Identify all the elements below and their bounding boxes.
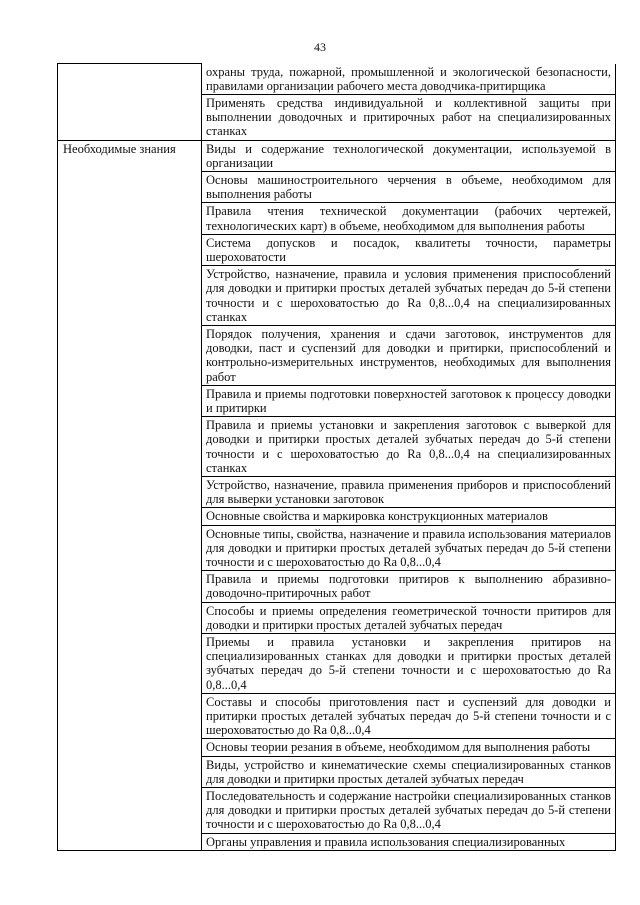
list-item: Система допусков и посадок, квалитеты точности, параметры шероховатости [202, 234, 616, 265]
list-item: Устройство, назначение, правила и условия применения приспособлений для доводки и притирки простых деталей зубчатых передач до 5-й степени точности и с шероховатостью до Ra 0,8...0,4 на специализированных станках [202, 266, 616, 326]
list-item: Применять средства индивидуальной и коллективной защиты при выполнении доводочных и притирочных работ на специализированных станках [202, 94, 616, 140]
list-item: Основы теории резания в объеме, необходимом для выполнения работы [202, 739, 616, 756]
list-item: Приемы и правила установки и закрепления притиров на специализированных станках для доводки и притирки простых деталей зубчатых передач до 5-й степени точности и с шероховатостью до Ra 0,8...0,4 [202, 634, 616, 694]
list-item: охраны труда, пожарной, промышленной и экологической безопасности, правилами организации рабочего места доводчика-притирщика [202, 64, 616, 95]
list-item: Порядок получения, хранения и сдачи заготовок, инструментов для доводки, паст и суспензий для доводки и притирки, приспособлений и контрольно-измерительных инструментов, необходимых для выполнения работ [202, 325, 616, 385]
list-item: Правила и приемы подготовки притиров к выполнению абразивно-доводочно-притирочных работ [202, 571, 616, 602]
list-item: Способы и приемы определения геометрической точности притиров для доводки и притирки простых деталей зубчатых передач [202, 602, 616, 633]
table-row [58, 64, 616, 95]
list-item: Последовательность и содержание настройки специализированных станков для доводки и притирки простых деталей зубчатых передач до 5-й степени точности и с шероховатостью до Ra 0,8...0,4 [202, 788, 616, 834]
list-item: Основы машиностроительного черчения в объеме, необходимом для выполнения работы [202, 171, 616, 202]
knowledge-table [57, 63, 616, 851]
list-item: Основные типы, свойства, назначение и правила использования материалов для доводки и притирки простых деталей зубчатых передач до 5-й степени точности и с шероховатостью до Ra 0,8...0,4 [202, 525, 616, 571]
list-item: Правила и приемы установки и закрепления заготовок с выверкой для доводки и притирки простых деталей зубчатых передач до 5-й степени точности и с шероховатостью до Ra 0,8...0,4 на специализированных станках [202, 417, 616, 477]
empty-label-cell [58, 64, 202, 141]
page-number: 43 [314, 40, 326, 54]
list-item: Основные свойства и маркировка конструкционных материалов [202, 508, 616, 525]
list-item: Виды и содержание технологической документации, используемой в организации [202, 140, 616, 171]
list-item: Правила и приемы подготовки поверхностей заготовок к процессу доводки и притирки [202, 385, 616, 416]
list-item: Составы и способы приготовления паст и суспензий для доводки и притирки простых деталей зубчатых передач до 5-й степени точности и с шероховатостью до Ra 0,8...0,4 [202, 693, 616, 739]
list-item: Органы управления и правила использования специализированных [202, 833, 616, 850]
list-item: Виды, устройство и кинематические схемы специализированных станков для доводки и притирки простых деталей зубчатых передач [202, 756, 616, 787]
list-item: Правила чтения технической документации (рабочих чертежей, технологических карт) в объеме, необходимом для выполнения работы [202, 203, 616, 234]
section-label: Необходимые знания [58, 140, 202, 850]
table-row [58, 140, 616, 171]
list-item: Устройство, назначение, правила применения приборов и приспособлений для выверки установки заготовок [202, 476, 616, 507]
